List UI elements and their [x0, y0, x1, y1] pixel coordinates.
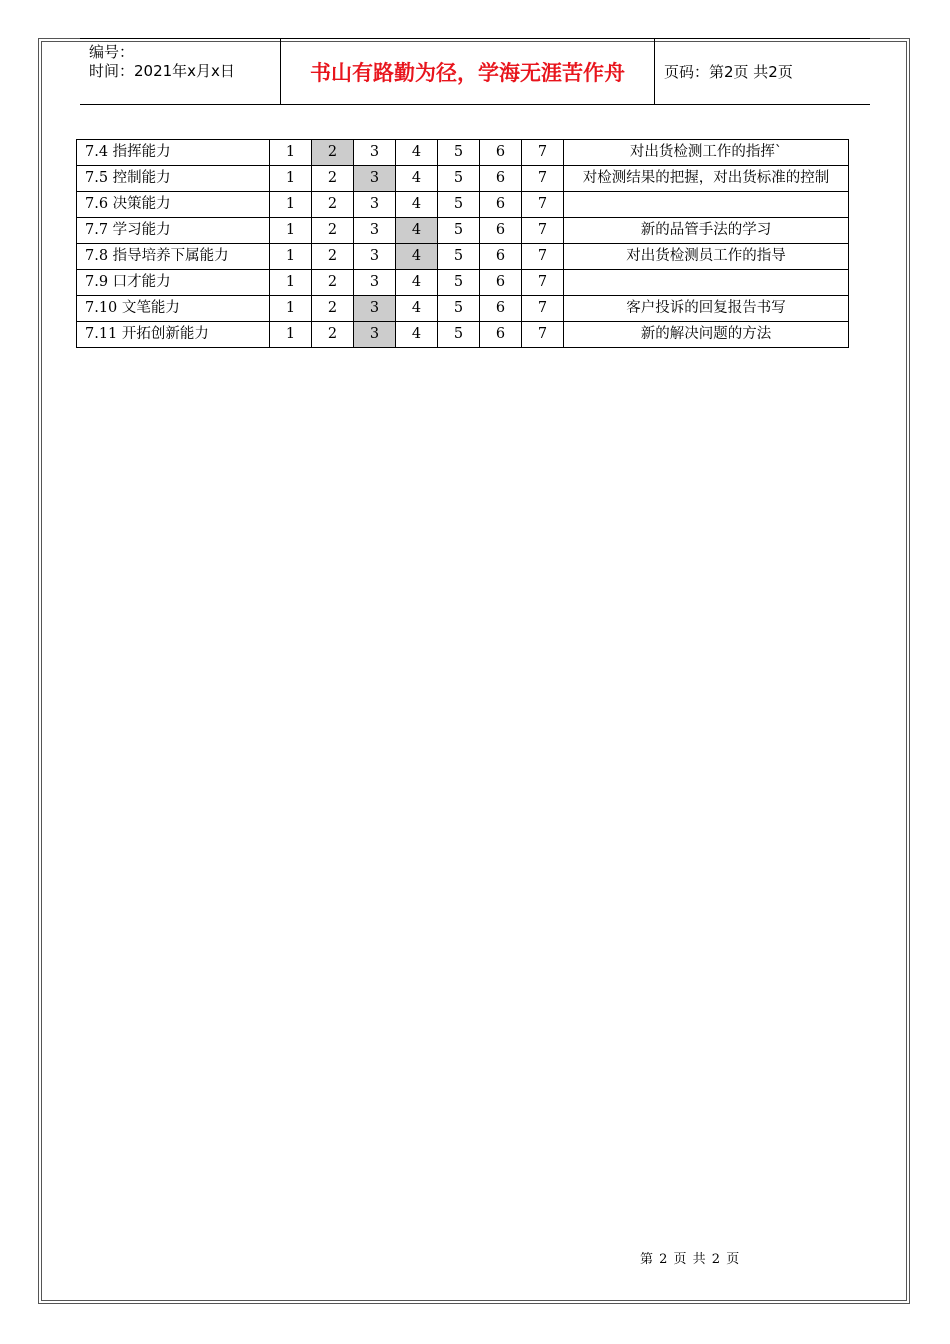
- score-cell: 3: [354, 296, 396, 322]
- ability-note: 对检测结果的把握，对出货标准的控制: [564, 166, 849, 192]
- score-cell: 6: [480, 140, 522, 166]
- score-cell: 6: [480, 192, 522, 218]
- score-cell: 1: [270, 218, 312, 244]
- table-row: [77, 296, 849, 322]
- table-row: [77, 166, 849, 192]
- score-cell: 5: [438, 166, 480, 192]
- ability-note: 对出货检测员工作的指导: [564, 244, 849, 270]
- score-cell: 1: [270, 166, 312, 192]
- table-row: [77, 140, 849, 166]
- score-cell: 6: [480, 244, 522, 270]
- score-cell: 1: [270, 140, 312, 166]
- score-cell: 2: [312, 166, 354, 192]
- score-cell: 2: [312, 322, 354, 348]
- score-cell: 1: [270, 270, 312, 296]
- document-number-label: 编号：: [89, 43, 135, 61]
- table-row: [77, 218, 849, 244]
- score-cell: 7: [522, 140, 564, 166]
- score-cell: 5: [438, 218, 480, 244]
- score-cell: 7: [522, 166, 564, 192]
- score-cell: 5: [438, 140, 480, 166]
- header-info-cell: [80, 39, 281, 104]
- ability-item-label: 7.7 学习能力: [77, 218, 270, 244]
- score-cell: 3: [354, 140, 396, 166]
- score-cell: 6: [480, 296, 522, 322]
- ability-note: 新的品管手法的学习: [564, 218, 849, 244]
- ability-item-label: 7.9 口才能力: [77, 270, 270, 296]
- ability-item-label: 7.8 指导培养下属能力: [77, 244, 270, 270]
- ability-item-label: 7.4 指挥能力: [77, 140, 270, 166]
- score-cell: 5: [438, 244, 480, 270]
- score-cell: 4: [396, 244, 438, 270]
- score-cell: 4: [396, 218, 438, 244]
- table-row: [77, 322, 849, 348]
- ability-item-label: 7.11 开拓创新能力: [77, 322, 270, 348]
- ability-note: [564, 270, 849, 296]
- ability-rating-table: [76, 139, 849, 348]
- score-cell: 1: [270, 244, 312, 270]
- score-cell: 2: [312, 296, 354, 322]
- score-cell: 1: [270, 322, 312, 348]
- page-footer: 第 2 页 共 2 页: [640, 1252, 741, 1267]
- score-cell: 3: [354, 270, 396, 296]
- ability-note: 客户投诉的回复报告书写: [564, 296, 849, 322]
- score-cell: 1: [270, 192, 312, 218]
- score-cell: 3: [354, 166, 396, 192]
- ability-item-label: 7.10 文笔能力: [77, 296, 270, 322]
- score-cell: 5: [438, 322, 480, 348]
- score-cell: 7: [522, 296, 564, 322]
- score-cell: 5: [438, 270, 480, 296]
- score-cell: 3: [354, 322, 396, 348]
- score-cell: 2: [312, 244, 354, 270]
- score-cell: 4: [396, 322, 438, 348]
- score-cell: 2: [312, 140, 354, 166]
- score-cell: 3: [354, 244, 396, 270]
- ability-note: 新的解决问题的方法: [564, 322, 849, 348]
- ability-note: 对出货检测工作的指挥`: [564, 140, 849, 166]
- document-date: 时间：2021年x月x日: [89, 62, 235, 80]
- score-cell: 4: [396, 166, 438, 192]
- score-cell: 5: [438, 192, 480, 218]
- score-cell: 4: [396, 296, 438, 322]
- score-cell: 7: [522, 192, 564, 218]
- table-row: [77, 270, 849, 296]
- score-cell: 6: [480, 218, 522, 244]
- score-cell: 3: [354, 218, 396, 244]
- ability-item-label: 7.5 控制能力: [77, 166, 270, 192]
- score-cell: 5: [438, 296, 480, 322]
- score-cell: 2: [312, 192, 354, 218]
- score-cell: 2: [312, 270, 354, 296]
- ability-item-label: 7.6 决策能力: [77, 192, 270, 218]
- score-cell: 2: [312, 218, 354, 244]
- score-cell: 6: [480, 270, 522, 296]
- table-row: [77, 192, 849, 218]
- header-motto: 书山有路勤为径，学海无涯苦作舟: [281, 39, 655, 104]
- score-cell: 4: [396, 270, 438, 296]
- score-cell: 4: [396, 192, 438, 218]
- score-cell: 7: [522, 322, 564, 348]
- score-cell: 1: [270, 296, 312, 322]
- ability-note: [564, 192, 849, 218]
- table-row: [77, 244, 849, 270]
- score-cell: 3: [354, 192, 396, 218]
- score-cell: 7: [522, 218, 564, 244]
- score-cell: 7: [522, 244, 564, 270]
- score-cell: 6: [480, 322, 522, 348]
- page-header: [80, 38, 870, 105]
- score-cell: 4: [396, 140, 438, 166]
- score-cell: 6: [480, 166, 522, 192]
- score-cell: 7: [522, 270, 564, 296]
- header-page-info: 页码：第2页 共2页: [664, 63, 793, 81]
